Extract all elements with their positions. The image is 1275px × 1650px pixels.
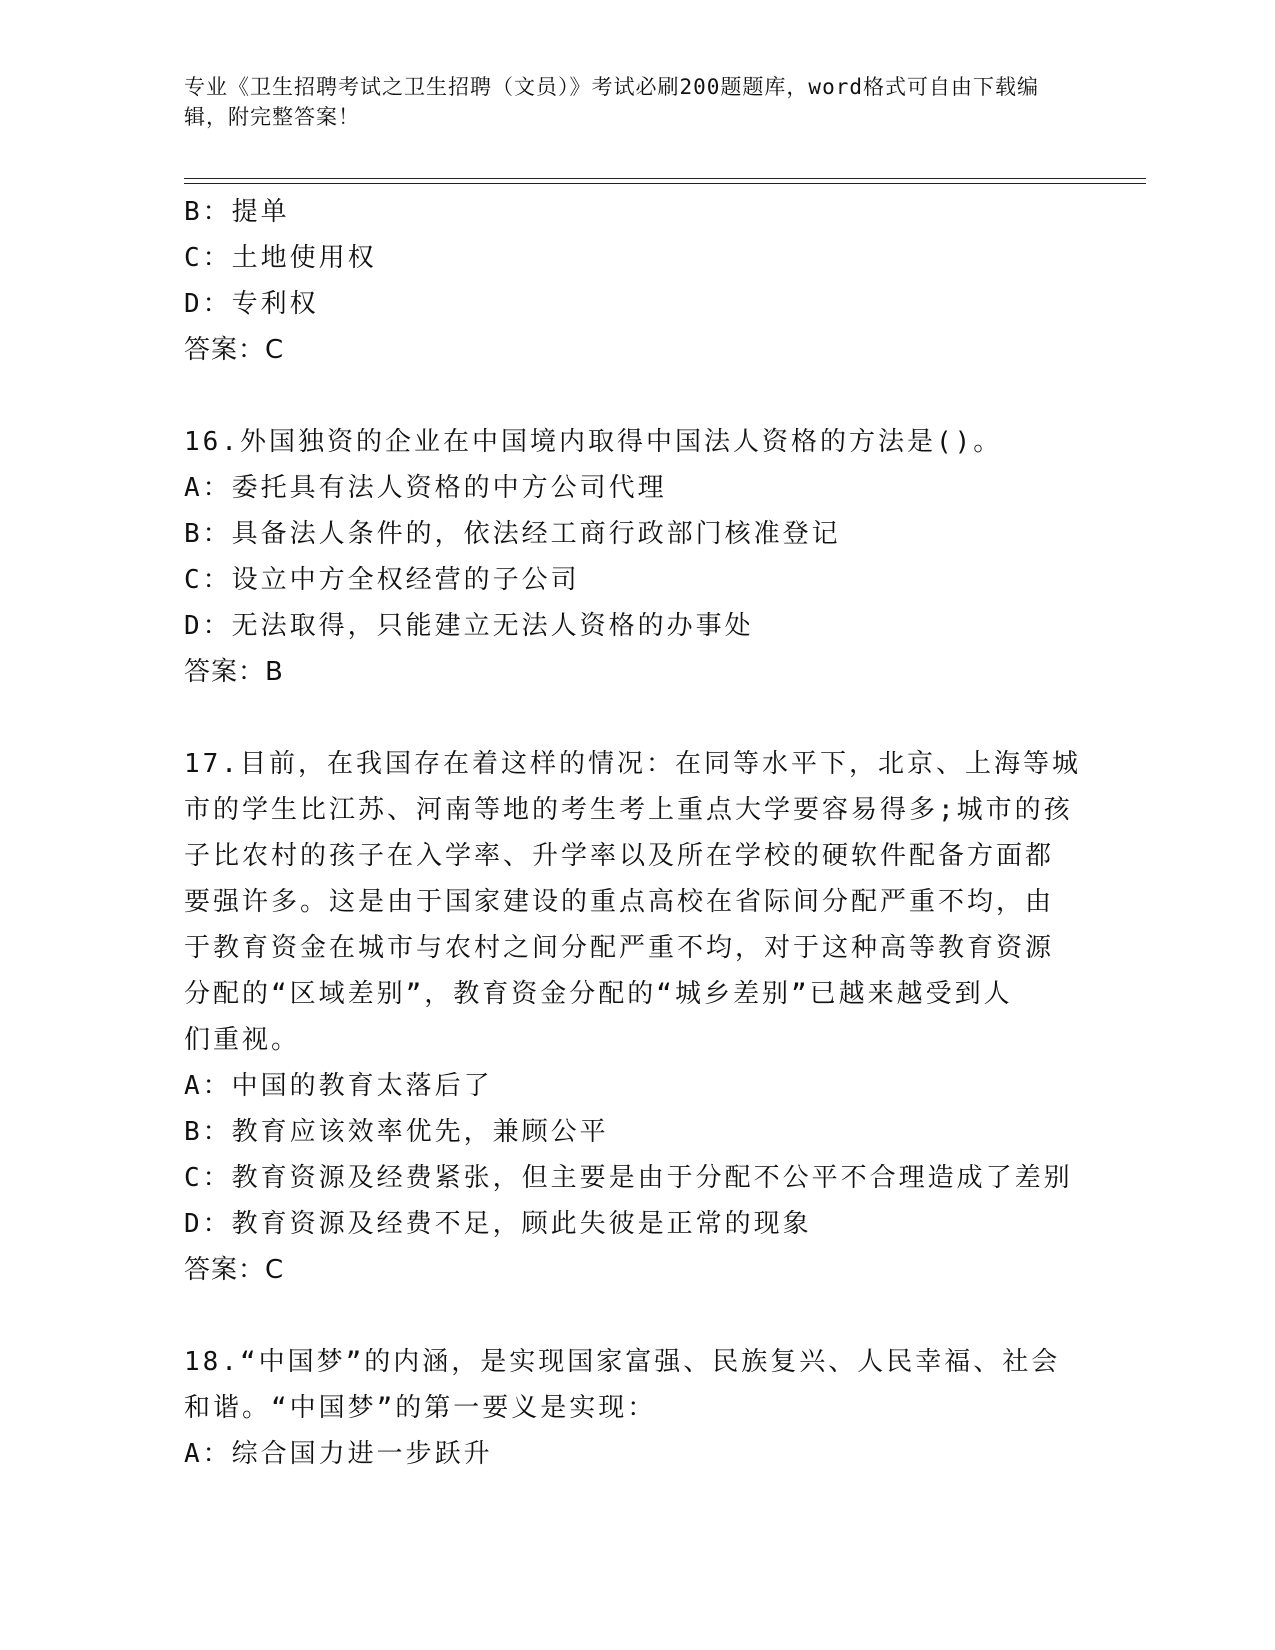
option-line: C：设立中方全权经营的子公司 [184, 565, 580, 595]
question-stem-line: 要强许多。这是由于国家建设的重点高校在省际间分配严重不均，由 [184, 887, 1055, 917]
option-line: A：中国的教育太落后了 [184, 1071, 493, 1101]
document-header: 专业《卫生招聘考试之卫生招聘（文员）》考试必刷200题题库，word格式可自由下载编辑，附完整答案！ [184, 75, 1039, 129]
question-stem-line: 市的学生比江苏、河南等地的考生考上重点大学要容易得多;城市的孩 [184, 795, 1073, 825]
answer-line: 答案：B [184, 657, 284, 687]
question-stem-line: 16.外国独资的企业在中国境内取得中国法人资格的方法是()。 [184, 427, 1003, 457]
option-line: C：土地使用权 [184, 243, 377, 273]
option-line: B：提单 [184, 197, 290, 227]
question-18-block [184, 1339, 1074, 1477]
answer-line: 答案：C [184, 335, 285, 365]
option-line: D：无法取得，只能建立无法人资格的办事处 [184, 611, 754, 641]
option-line: A：委托具有法人资格的中方公司代理 [184, 473, 667, 503]
header-rule-top [184, 178, 1146, 179]
option-line: A：综合国力进一步跃升 [184, 1439, 493, 1469]
question-stem-line: 17.目前，在我国存在着这样的情况：在同等水平下，北京、上海等城 [184, 749, 1081, 779]
option-line: B：教育应该效率优先，兼顾公平 [184, 1117, 609, 1147]
option-line: B：具备法人条件的，依法经工商行政部门核准登记 [184, 519, 841, 549]
option-line: D：教育资源及经费不足，顾此失彼是正常的现象 [184, 1209, 812, 1239]
question-16-block [184, 419, 1074, 695]
question-stem-line: 子比农村的孩子在入学率、升学率以及所在学校的硬软件配备方面都 [184, 841, 1055, 871]
question-17-block [184, 741, 1081, 1293]
question-stem-line: 分配的“区域差别”，教育资金分配的“城乡差别”已越来越受到人 [184, 979, 1013, 1009]
question-spacer [184, 695, 1074, 741]
question-stem-line: 和谐。“中国梦”的第一要义是实现： [184, 1393, 657, 1423]
option-line: C：教育资源及经费紧张，但主要是由于分配不公平不合理造成了差别 [184, 1163, 1073, 1193]
question-stem-line: 们重视。 [184, 1025, 301, 1055]
question-stem-line: 于教育资金在城市与农村之间分配严重不均，对于这种高等教育资源 [184, 933, 1055, 963]
question-15-block [184, 189, 1074, 373]
question-list [184, 189, 1081, 1477]
option-line: D：专利权 [184, 289, 319, 319]
answer-line: 答案：C [184, 1255, 285, 1285]
question-spacer [184, 373, 1074, 419]
header-rule-bottom [184, 183, 1146, 184]
question-spacer [184, 1293, 1074, 1339]
question-stem-line: 18.“中国梦”的内涵，是实现国家富强、民族复兴、人民幸福、社会 [184, 1347, 1061, 1377]
